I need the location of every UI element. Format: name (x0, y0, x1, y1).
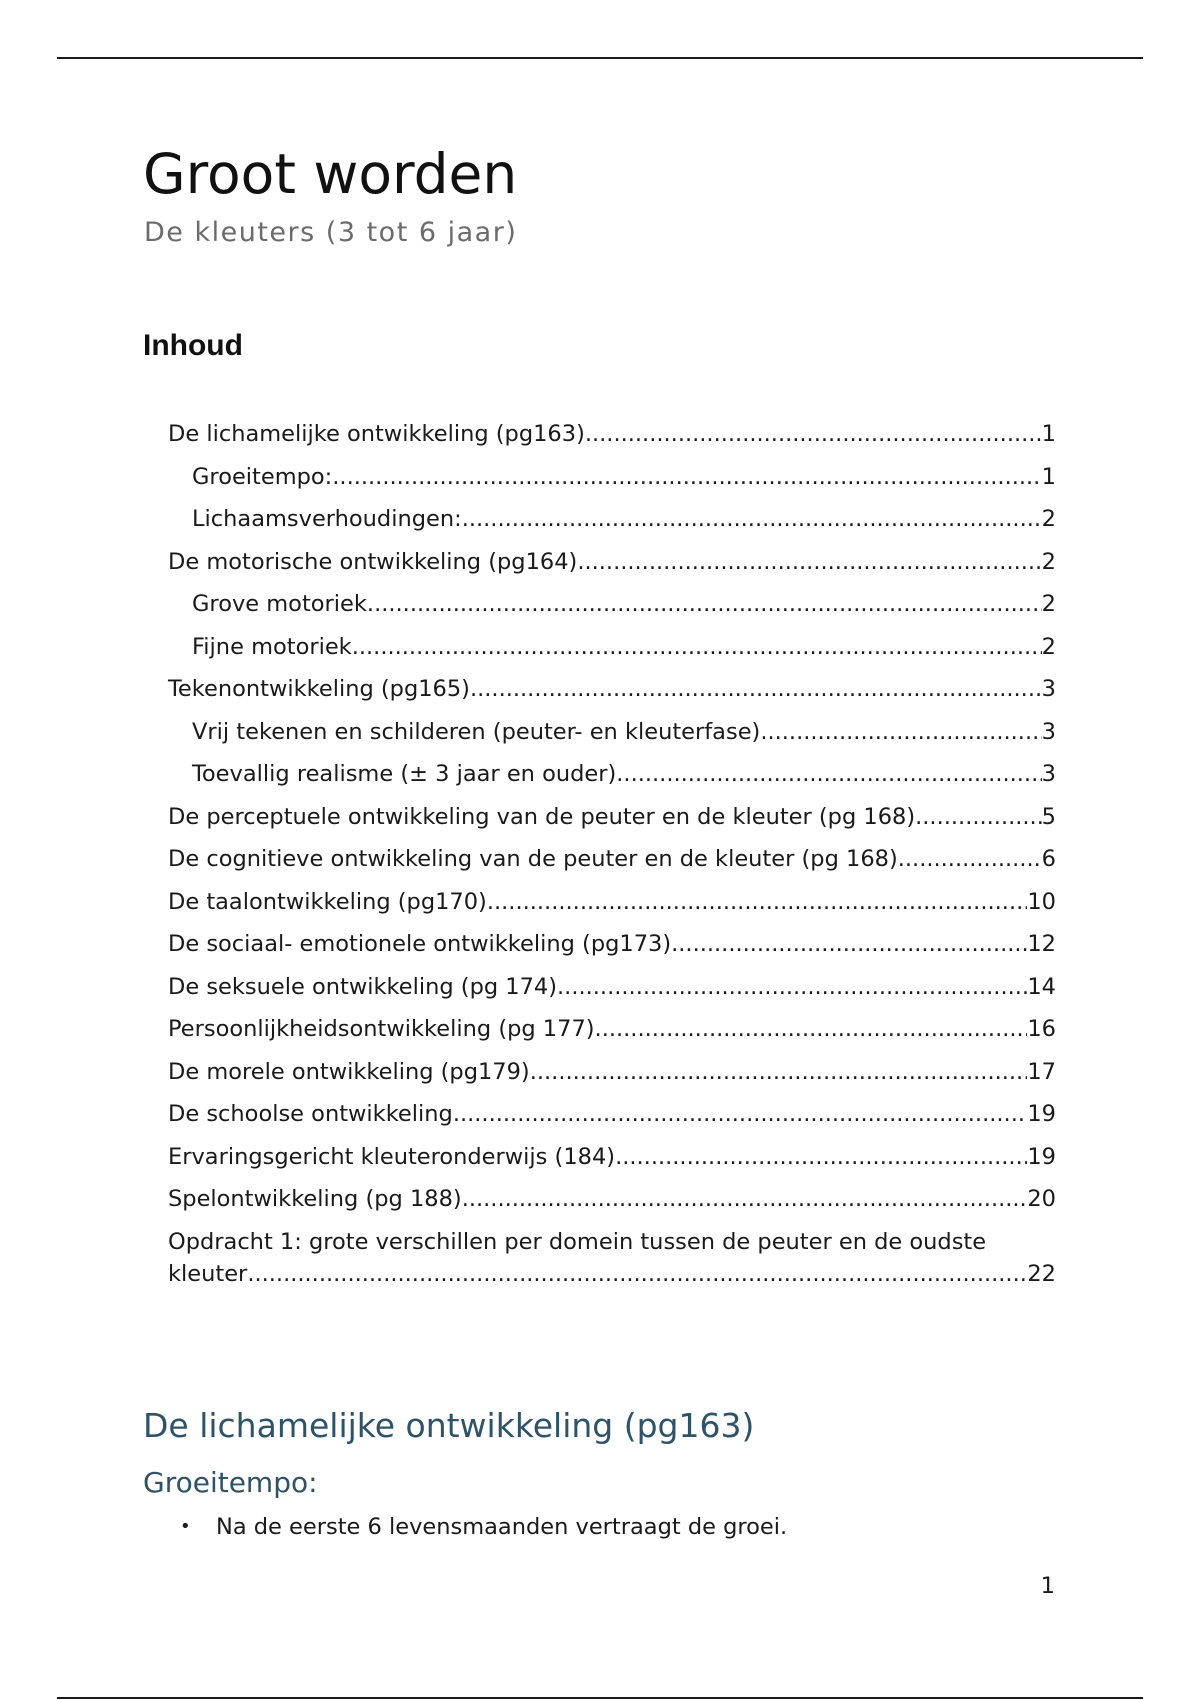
toc-leader-dots (760, 716, 1041, 748)
toc-entry[interactable] (168, 1183, 1056, 1215)
toc-entry-label: Ervaringsgericht kleuteronderwijs (184) (168, 1143, 616, 1170)
page-number: 1 (1040, 1573, 1055, 1599)
toc-entry[interactable] (168, 886, 1056, 918)
toc-leader-dots (332, 461, 1041, 493)
toc-entry[interactable] (168, 716, 1056, 748)
toc-entry-label: De schoolse ontwikkeling (168, 1101, 453, 1127)
toc-entry-page: 2 (1041, 548, 1056, 575)
toc-leader-dots (453, 1098, 1028, 1130)
toc-leader-dots (470, 673, 1042, 705)
section-subheading: Groeitempo: (143, 1466, 318, 1499)
toc-leader-dots (487, 886, 1028, 918)
toc-leader-dots (530, 1056, 1028, 1088)
toc-entry[interactable] (168, 418, 1056, 450)
toc-entry-page: 10 (1027, 888, 1056, 915)
toc-leader-dots (671, 928, 1027, 960)
toc-entry[interactable] (168, 1056, 1056, 1088)
toc-entry[interactable] (168, 801, 1056, 833)
toc-entry-page: 3 (1041, 676, 1056, 702)
toc-entry-page: 20 (1027, 1186, 1056, 1212)
toc-entry[interactable] (168, 503, 1056, 535)
section-heading: De lichamelijke ontwikkeling (pg163) (143, 1406, 755, 1445)
toc-leader-dots (462, 503, 1042, 535)
list-item (180, 1511, 787, 1543)
toc-entry-label: Lichaamsverhoudingen: (192, 506, 462, 532)
toc-entry-label: De morele ontwikkeling (pg179) (168, 1058, 530, 1085)
table-of-contents (168, 418, 1056, 1300)
toc-leader-dots (577, 546, 1041, 578)
toc-entry-page: 3 (1041, 718, 1056, 745)
toc-entry-label: Persoonlijkheidsontwikkeling (pg 177) (168, 1016, 595, 1042)
toc-entry-label: Spelontwikkeling (pg 188) (168, 1186, 462, 1212)
toc-entry[interactable] (168, 673, 1056, 705)
toc-leader-dots (462, 1183, 1028, 1215)
toc-entry-page: 12 (1027, 931, 1056, 957)
toc-entry-page: 2 (1041, 591, 1056, 617)
document-subtitle: De kleuters (3 tot 6 jaar) (144, 217, 518, 248)
toc-entry-label: Tekenontwikkeling (pg165) (168, 676, 470, 702)
toc-entry-page: 6 (1041, 846, 1056, 872)
toc-entry-label: Toevallig realisme (± 3 jaar en ouder) (192, 761, 617, 787)
toc-entry-page: 22 (1027, 1260, 1056, 1287)
toc-leader-dots (595, 1013, 1028, 1045)
toc-entry[interactable] (168, 928, 1056, 960)
document-title: Groot worden (143, 142, 518, 206)
toc-entry[interactable] (168, 588, 1056, 620)
toc-entry-page: 2 (1041, 506, 1056, 532)
toc-entry-label: De cognitieve ontwikkeling van de peuter en de kleuter (pg 168) (168, 846, 898, 872)
toc-leader-dots (352, 631, 1042, 663)
toc-entry-page: 14 (1027, 973, 1056, 1000)
bullet-list (180, 1511, 787, 1543)
toc-leader-dots (367, 588, 1042, 620)
toc-entry-page: 3 (1041, 761, 1056, 787)
toc-leader-dots (616, 758, 1041, 790)
toc-entry-continuation (168, 1258, 1056, 1290)
toc-entry-label: De lichamelijke ontwikkeling (pg163) (168, 421, 585, 447)
toc-entry[interactable] (168, 758, 1056, 790)
toc-entry[interactable] (168, 843, 1056, 875)
toc-entry-label: Grove motoriek (192, 591, 367, 617)
list-item-text: Na de eerste 6 levensmaanden vertraagt de groei. (216, 1514, 788, 1540)
bottom-rule (57, 1697, 1143, 1699)
toc-entry-label: De sociaal- emotionele ontwikkeling (pg173) (168, 931, 672, 957)
toc-entry[interactable] (168, 461, 1056, 493)
toc-entry-page: 5 (1041, 803, 1056, 830)
toc-entry[interactable] (168, 1098, 1056, 1130)
toc-entry-page: 19 (1027, 1101, 1056, 1127)
toc-entry[interactable] (168, 971, 1056, 1003)
toc-entry[interactable] (168, 631, 1056, 663)
toc-entry-label: Fijne motoriek (192, 633, 352, 660)
toc-entry-page: 17 (1027, 1058, 1056, 1085)
toc-entry[interactable] (168, 1226, 1056, 1290)
toc-leader-dots (898, 843, 1042, 875)
toc-entry-label: Groeitempo: (192, 463, 333, 490)
toc-entry-page: 2 (1041, 633, 1056, 660)
toc-heading: Inhoud (143, 329, 243, 362)
toc-leader-dots (915, 801, 1042, 833)
top-rule (57, 57, 1143, 59)
toc-entry-page: 16 (1027, 1016, 1056, 1042)
toc-leader-dots (557, 971, 1027, 1003)
toc-entry-page: 1 (1041, 463, 1056, 490)
toc-leader-dots (615, 1141, 1027, 1173)
toc-entry-label: De taalontwikkeling (pg170) (168, 888, 487, 915)
bullet-icon: • (180, 1516, 191, 1537)
toc-entry[interactable] (168, 546, 1056, 578)
toc-entry-label: Opdracht 1: grote verschillen per domein tussen de peuter en de oudste (168, 1228, 987, 1255)
toc-leader-dots (585, 418, 1042, 450)
toc-entry-page: 1 (1041, 421, 1056, 447)
toc-entry[interactable] (168, 1141, 1056, 1173)
toc-leader-dots (247, 1258, 1027, 1290)
toc-entry-label: Vrij tekenen en schilderen (peuter- en kleuterfase) (192, 718, 761, 745)
toc-entry[interactable] (168, 1013, 1056, 1045)
toc-entry-label: De perceptuele ontwikkeling van de peuter en de kleuter (pg 168) (168, 803, 916, 830)
toc-entry-page: 19 (1027, 1143, 1056, 1170)
toc-entry-label: De seksuele ontwikkeling (pg 174) (168, 973, 558, 1000)
toc-entry-label: De motorische ontwikkeling (pg164) (168, 548, 578, 575)
toc-entry-label-continued: kleuter (168, 1260, 248, 1287)
